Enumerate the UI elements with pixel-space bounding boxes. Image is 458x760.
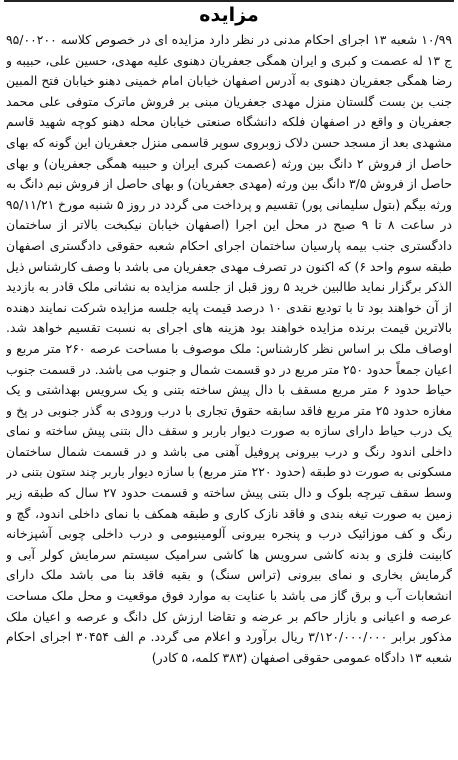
notice-body-text: ۱۰/۹۹ شعبه ۱۳ اجرای احکام مدنی در نظر دارد مزایده ای در خصوص کلاسه ۹۵/۰۰۲۰۰ ج ۱۳ له عصمت و کبری و ایران همگی جعفریان دهنوی علیه مهدی، حسین علی، حبیبه و رضا همگی جعفریان دهنوی به آدرس اصفهان خیابان امام خمینی دهنو خیابان فتح المبین جنب بن بست گلستان منزل مهدی جعفریان مبنی بر فروش ماترک متوفی علی محمد جعفریان و واقع در اصفهان فلکه دانشگاه صنعتی خیابان محله دهنو کوچه شهید قاسم مشهدی بعد از مسجد حسن دلاک زوبروی سوپر قاسمی منزل جعفریان این گونه که بهای حاصل از فروش ۲ دانگ بین ورثه (عصمت کبری ایران و حبیبه همگی جعفریان) و بهای حاصل از فروش ۳/۵ دانگ بین ورثه (مهدی جعفریان) و بهای حاصل از فروش نیم دانگ به ورثه بیگم (بتول سلیمانی پور) تقسیم و پرداخت می گردد در روز ۵ شنبه مورخ ۹۵/۱۱/۲۱ در ساعت ۸ تا ۹ صبح در محل این اجرا (اصفهان خیابان نیکبخت بالاتر از ساختمان دادگستری جنب بیمه پارسیان ساختمان اجرای احکام شعبه حقوقی دادگستری اصفهان طبقه سوم واحد ۶) که اکنون در تصرف مهدی جعفریان می باشد با وصف کارشناس ذیل الذکر برگزار نماید طالبین خرید ۵ روز قبل از جلسه مزایده به نشانی ملک قادر به بازدید از آن خواهند بود تا با تودیع نقدی ۱۰ درصد قیمت پایه جلسه مزایده شرکت نمایند دهنده بالاترین قیمت برنده مزایده خواهند بود هزینه های اجرای به نسبت تقسیم خواهد شد. اوصاف ملک بر اساس نظر کارشناس: ملک موصوف با مساحت عرصه ۲۶۰ متر مربع و اعیان جمعاً حدود ۲۵۰ متر مربع در دو قسمت شمال و جنوب می باشد. در قسمت جنوب حیاط حدود ۶ متر مربع مسقف با دال پیش ساخته بتنی و یک سرویس بهداشتی و یک مغازه حدود ۲۵ متر مربع فاقد سابقه حقوق تجاری با درب ورودی به گذر جنوبی در پخ و یک درب حیاط دارای سازه به صورت دیوار باربر و سقف دال بتنی پیش ساخته و نمای داخلی اندود رنگ و درب بیرونی پروفیل آهنی می باشد و در قسمت شمال ساختمان مسکونی به صورت دو طبقه (حدود ۲۲۰ متر مربع) با سازه دیوار باربر چند ستون بتنی در وسط سقف تیرچه بلوک و دال بتنی پیش ساخته و قسمت حدود ۲۷ سال که طبقه زیر زمین به صورت تیغه بندی و فاقد نازک کاری و طبقه همکف با نمای داخلی اندود، گچ و رنگ و کف موزائیک درب و پنجره بیرونی آلومینیومی و درب داخلی چوبی آشپزخانه کابینت فلزی و بدنه کاشی سرویس ها کاشی سرامیک سیستم سرمایش کولر آبی و گرمایش بخاری و نمای بیرونی (تراس سنگ) و بقیه فاقد بنا می باشد ملک دارای انشعابات آب و برق گاز می باشد با عنایت به موارد فوق موقعیت و محل ملک مساحت عرصه و اعیانی و بازار حاکم بر عرضه و تقاضا ارزش کل دانگ و عرصه و اعیان ملک مذکور برابر ۳/۱۲۰/۰۰۰/۰۰۰ ریال برآورد و اعلام می گردد. م الف ۳۰۴۵۴ اجرای احکام شعبه ۱۳ دادگاه عمومی حقوقی اصفهان (۳۸۳ کلمه، ۵ کادر): [6, 32, 452, 665]
notice-title: مزایده: [199, 4, 259, 26]
top-rule-divider: [4, 0, 454, 2]
